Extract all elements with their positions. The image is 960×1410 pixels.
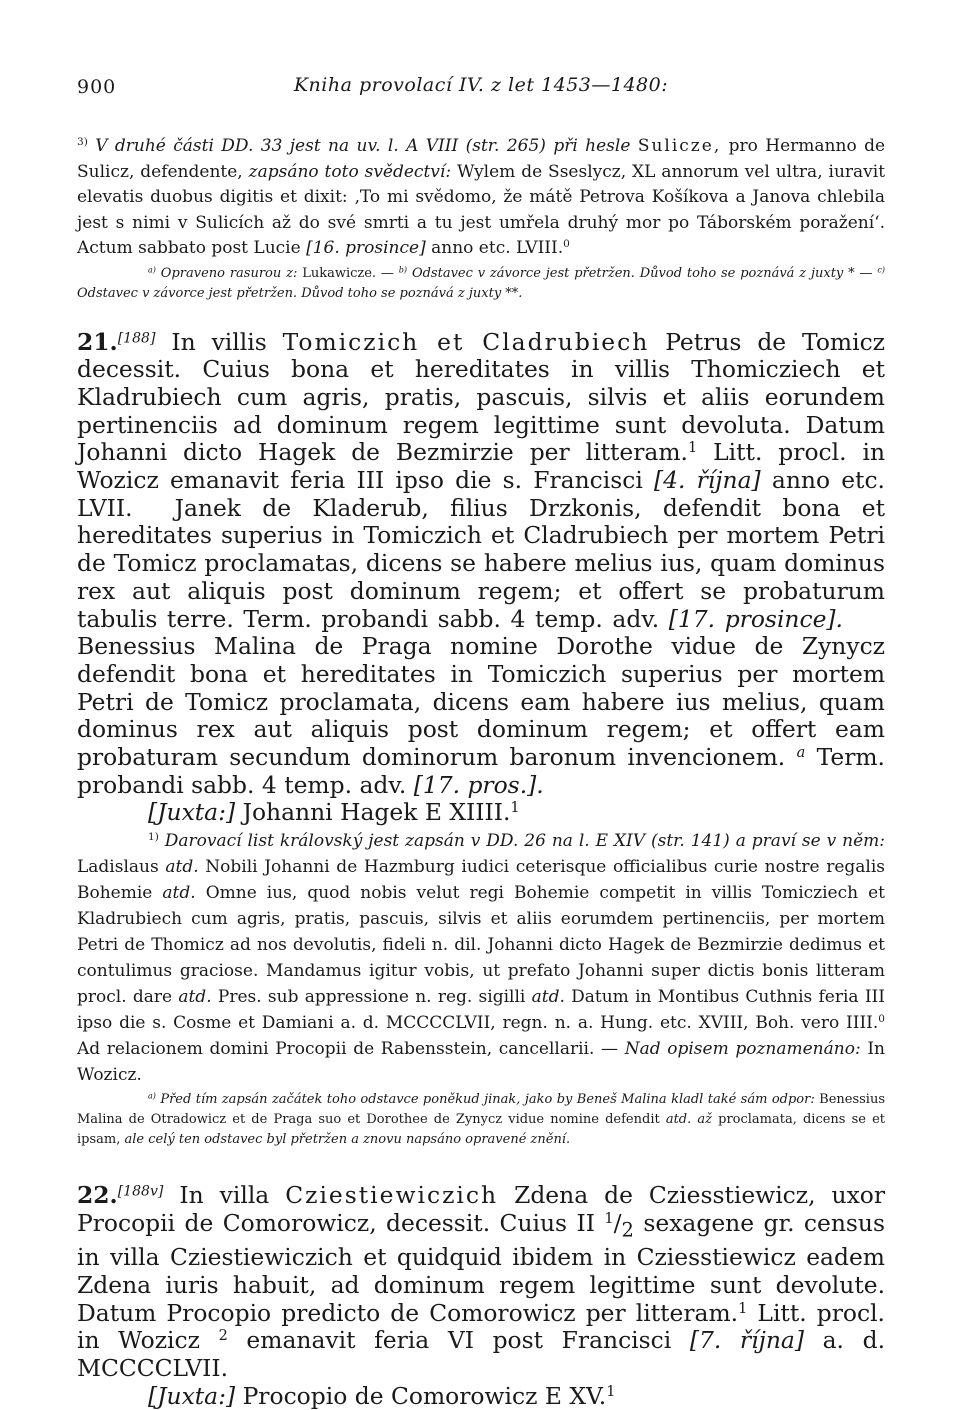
document-page: [77, 74, 885, 1410]
note-3-marker: 3): [77, 136, 88, 149]
note-3-variants: $^{a)}$ Opraveno rasurou z: Lukawicze. — $^{b)}$ Odstavec v závorce jest přetržen. Důvod toho se poznává z juxty * — $^{c)}$ Odstavec v závorce jest přetržen. Důvod toho se poznává z juxty **.: [77, 265, 886, 301]
entry-number: 21.: [77, 327, 118, 356]
entry-number: 22.: [77, 1181, 118, 1210]
running-title: Kniha provolací IV. z let 1453—1480:: [293, 74, 669, 96]
juxta-22: [Juxta:] Procopio de Comorowicz E XV.$^1$: [148, 1381, 616, 1410]
footnote-21: $^{1)}$ Darovací list královský jest zapsán v DD. 26 na l. E XIV (str. 141) a praví se v něm: Ladislaus atd. Nobili Johanni de Hazmburg iudici ceterisque officialibus curie nostre regalis Bohemie atd. Omne ius, quod nobis velut regi Bohemie competit in villis Tomicziech et Kladrubiech cum agris, pratis, pascuis, silvis et aliis eorumdem pertinenciis, per mortem Petri de Thomicz ad nos devolutis, fideli n. dil. Johanni dicto Hagek de Bezmirzie dedimus et contulimus graciose. Mandamus igitur vobis, ut prefato Johanni super dictis bonis litteram procl. dare atd. Pres. sub appressione n. reg. sigilli atd. Datum in Montibus Cuthnis feria III ipso die s. Cosme et Damiani a. d. MCCCCLVII, regn. n. a. Hung. etc. XVIII, Boh. vero IIII.$^0$ Ad relacionem domini Procopii de Rabensstein, cancellarii. — Nad opisem poznamenáno: In Wozicz.: [77, 831, 886, 1086]
footnote-21-variant: $^{a)}$ Před tím zapsán začátek toho odstavce poněkud jinak, jako by Beneš Malina kladl také sám odpor: Benessius Malina de Otradowicz et de Praga suo et Dorothee de Zynycz vidue nomine defendit atd. až proclamata, dicens se et ipsam, ale celý ten odstavec byl přetržen a znovu napsáno opravené znění.: [77, 1091, 885, 1148]
folio-reference: [188]: [117, 329, 156, 346]
juxta-21: [Juxta:] Johanni Hagek E XIIII.$^1$: [148, 798, 520, 827]
entry-22: 22.[188v] In villa Cziestiewiczich Zdena de Cziesstiewicz, uxor Procopii de Comorowicz, decessit. Cuius II $^1/_2$ sexagene gr. census in villa Cziestiewiczich et quidquid ibidem in Cziesstiewicz eadem Zdena iuris habuit, ad dominum regem legittime sunt devolute. Datum Procopio predicto de Comorowicz per litteram.$^1$ Litt. procl. in Wozicz $^2$ emanavit feria VI post Francisci [7. října] a. d. MCCCCLVII.: [77, 1181, 886, 1383]
running-header: [77, 74, 885, 108]
entry-21: 21.[188] In villis Tomiczich et Cladrubiech Petrus de Tomicz decessit. Cuius bona et hereditates in villis Thomicziech et Kladrubiech cum agris, pratis, pascuis, silvis et aliis eorundem pertinenciis ad dominum regem legittime sunt devoluta. Datum Johanni dicto Hagek de Bezmirzie per litteram.$^1$ Litt. procl. in Wozicz emanavit feria III ipso die s. Francisci [4. října] anno etc. LVII. Janek de Kladerub, filius Drzkonis, defendit bona et hereditates superius in Tomiczich et Cladrubiech per mortem Petri de Tomicz proclamatas, dicens se habere melius ius, quam dominus rex aut aliquis post dominum regem; et offert se probaturum tabulis terre. Term. probandi sabb. 4 temp. adv. [17. prosince].Benessius Malina de Praga nomine Dorothe vidue de Zynycz defendit bona et hereditates in Tomiczich superius per mortem Petri de Tomicz proclamata, dicens eam habere ius melius, quam dominus rex aut aliquis post dominum regem; et offert eam probaturam secundum dominorum baronum invencionem. $^a$ Term. probandi sabb. 4 temp. adv. [17. pros.].: [77, 327, 886, 799]
note-3: $^{3)}$ V druhé části DD. 33 jest na uv. l. A VIII (str. 265) při hesle Sulicze, pro Hermanno de Sulicz, defendente, zapsáno toto svědectví: Wylem de Sseslycz, XL annorum vel ultra, iuravit elevatis duobus digitis et dixit: ‚To mi svědomo, že mátě Petrova Košíkova a Janova chlebila jest s nimi v Sulicích až do své smrti a tu jest umřela druhý mor po Táborském poražení‘. Actum sabbato post Lucie [16. prosince] anno etc. LVIII.$^0$: [77, 136, 886, 258]
page-number: 900: [77, 76, 117, 98]
folio-reference: [188v]: [117, 1183, 164, 1200]
